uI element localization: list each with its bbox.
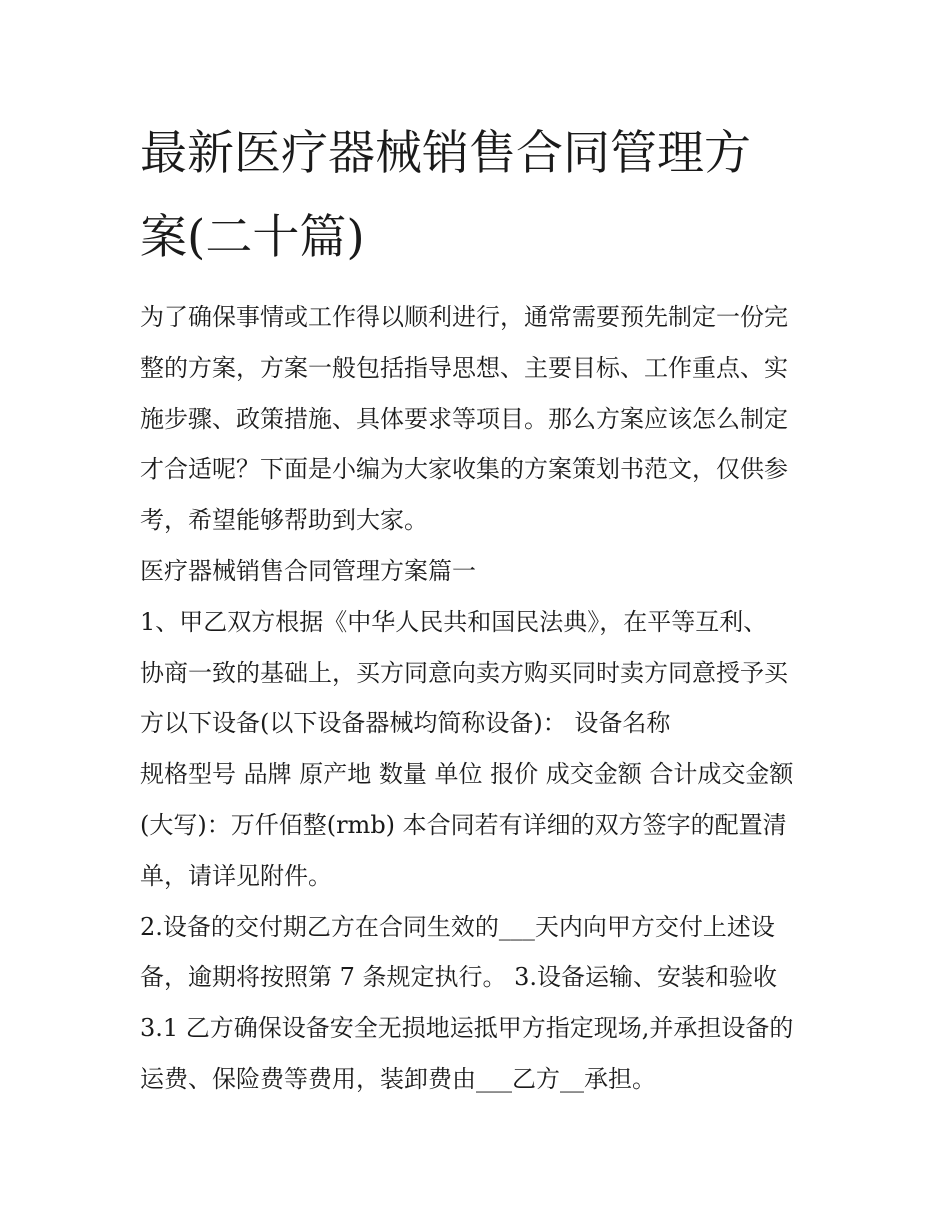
title-line-2: 案(二十篇) [140,210,365,265]
body-line: 才合适呢？下面是小编为大家收集的方案策划书范文，仅供参 [140,455,788,484]
body-line: 为了确保事情或工作得以顺利进行，通常需要预先制定一份完 [140,303,788,331]
body-line: 规格型号 品牌 原产地 数量 单位 报价 成交金额 合计成交金额 [140,760,794,789]
title-line-1: 最新医疗器械销售合同管理方 [140,126,751,181]
body-line: 考，希望能够帮助到大家。 [140,506,428,535]
body-line: 整的方案，方案一般包括指导思想、主要目标、工作重点、实 [140,353,788,382]
body-line: 2.设备的交付期乙方在合同生效的___天内向甲方交付上述设 [140,912,775,941]
section-heading: 医疗器械销售合同管理方案篇一 [140,556,476,585]
body-line: 方以下设备(以下设备器械均简称设备)： 设备名称 [140,709,671,738]
body-line: (大写)：万仟佰整(rmb) 本合同若有详细的双方签字的配置清 [140,810,787,839]
body-line: 3.1 乙方确保设备安全无损地运抵甲方指定现场,并承担设备的 [140,1014,794,1043]
body-line: 施步骤、政策措施、具体要求等项目。那么方案应该怎么制定 [140,404,788,433]
body-line: 备，逾期将按照第 7 条规定执行。 3.设备运输、安装和验收 [140,963,778,992]
body-line: 1、甲乙双方根据《中华人民共和国民法典》，在平等互利、 [140,607,768,636]
document-page [140,112,820,1105]
body-line: 运费、保险费等费用，装卸费由___乙方__承担。 [140,1064,656,1093]
document-body [140,292,820,1105]
body-line: 单，请详见附件。 [140,861,332,890]
body-line: 协商一致的基础上，买方同意向卖方购买同时卖方同意授予买 [140,658,788,687]
document-title [140,112,820,280]
